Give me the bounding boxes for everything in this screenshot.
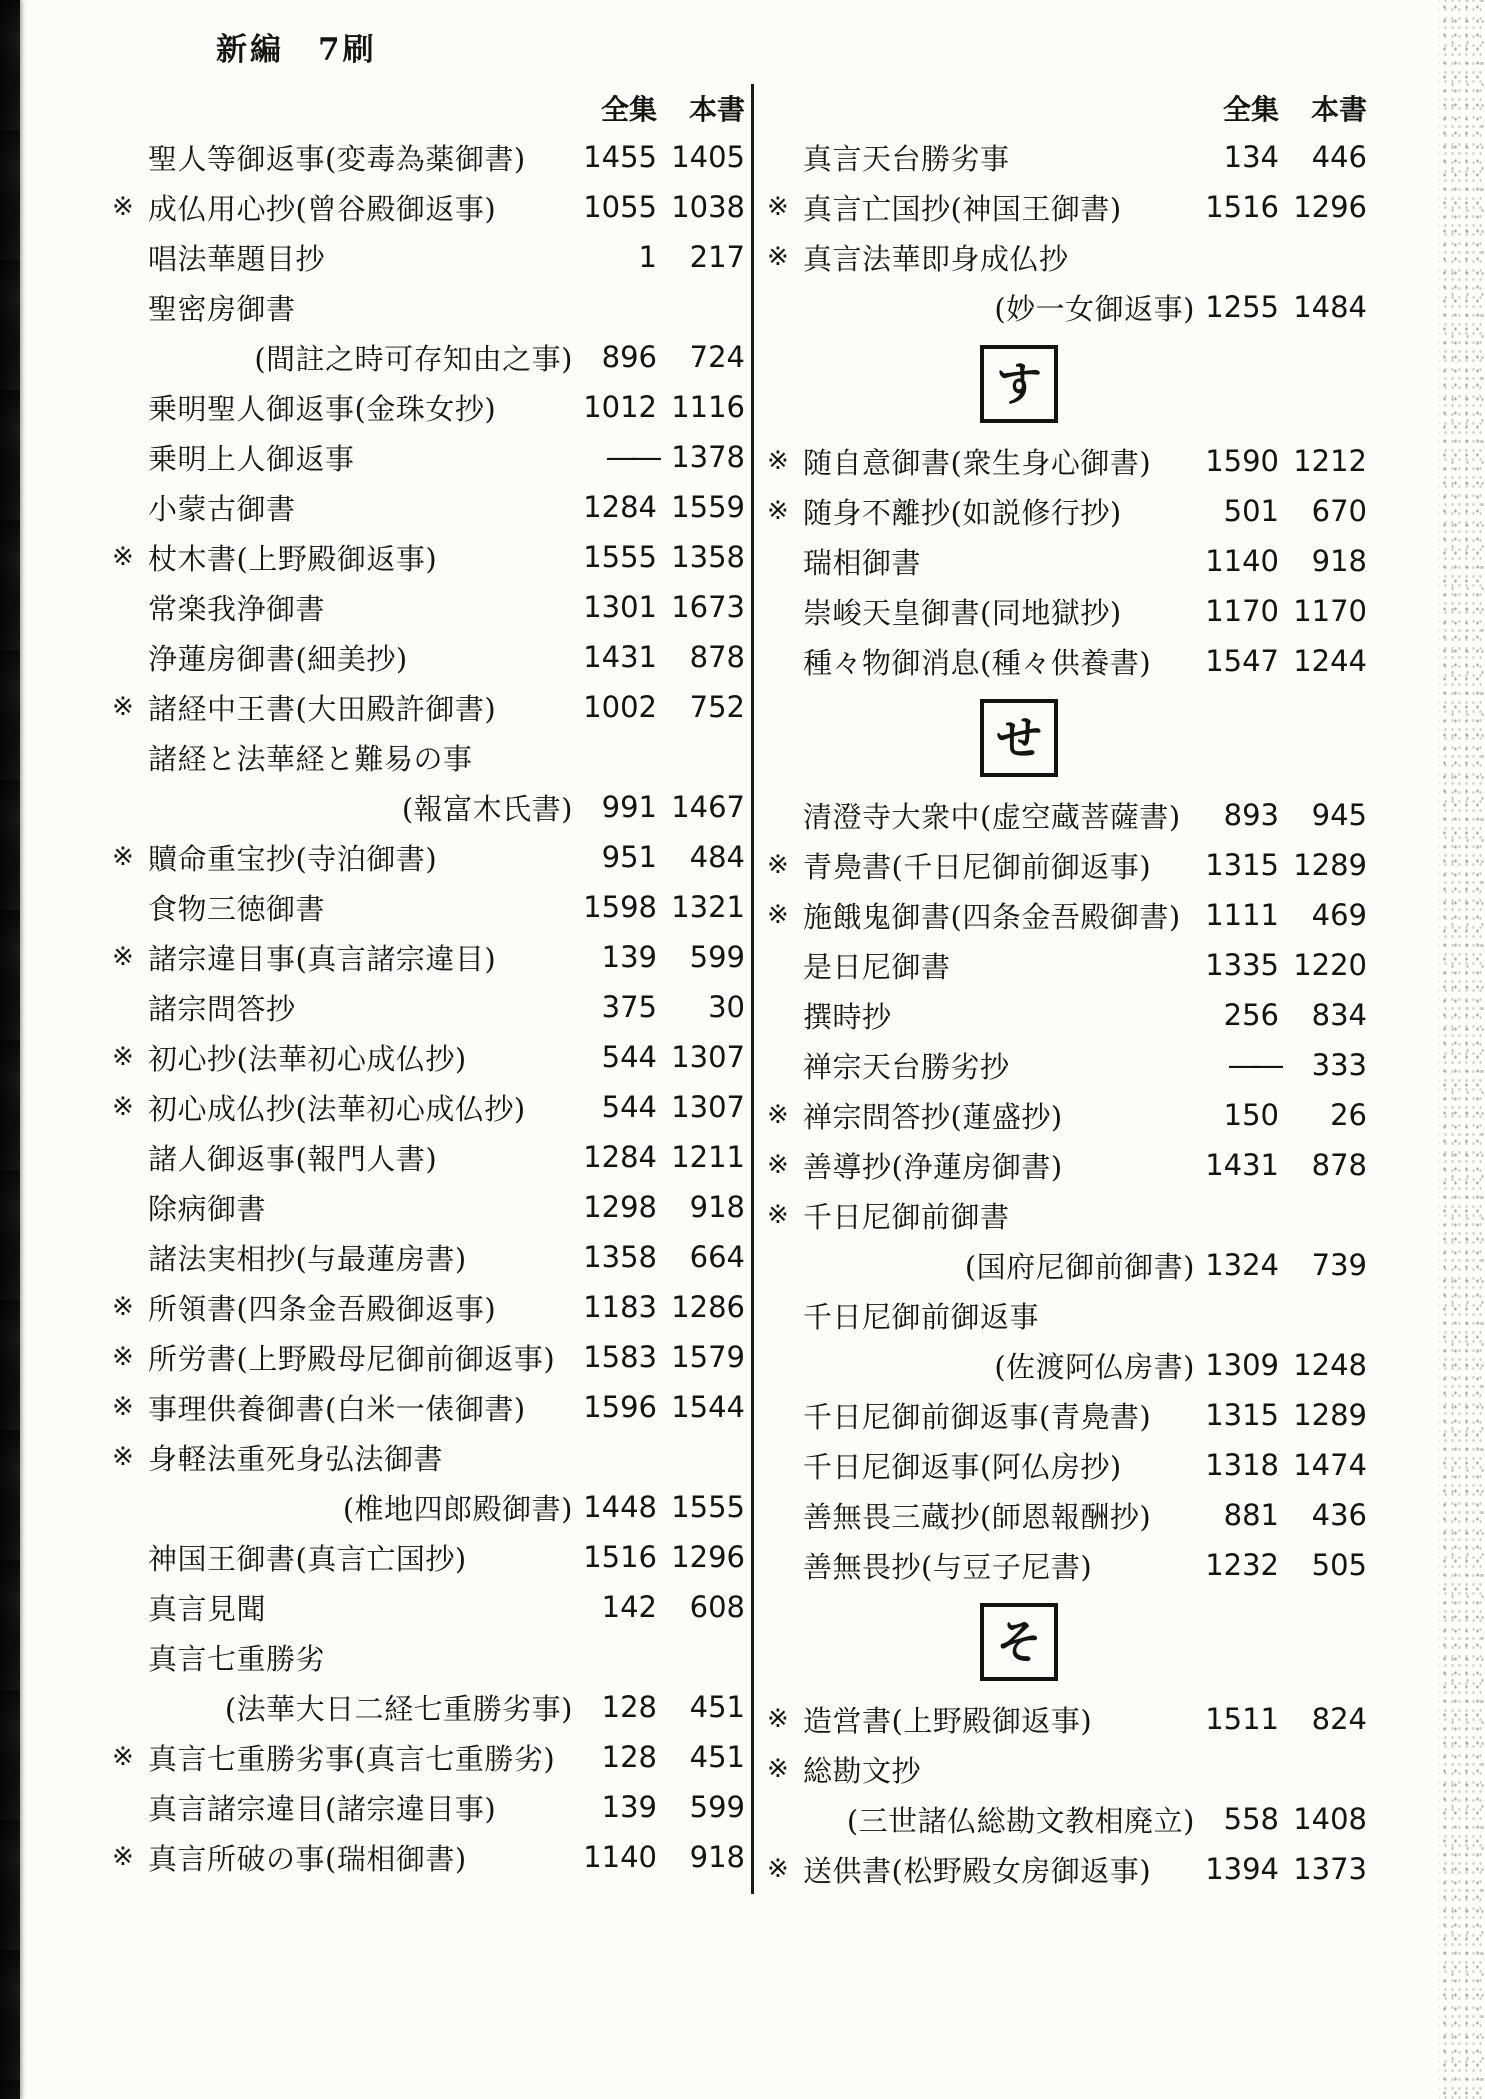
note-mark: ※ bbox=[112, 1442, 134, 1472]
zenshu-page-number: 951 bbox=[601, 840, 657, 874]
left-column-rows bbox=[112, 132, 745, 1882]
zenshu-page-number: 375 bbox=[601, 990, 657, 1024]
index-row bbox=[112, 482, 745, 532]
honsho-page-number: 1307 bbox=[671, 1040, 745, 1074]
entry-title: 青鳧書(千日尼御前御返事) bbox=[803, 849, 1152, 884]
zenshu-page-number: 256 bbox=[1223, 998, 1279, 1032]
honsho-page-number: 217 bbox=[689, 240, 745, 274]
entry-title: 千日尼御前御返事(青鳧書) bbox=[803, 1399, 1152, 1434]
zenshu-page-number: 1511 bbox=[1205, 1702, 1279, 1736]
index-row bbox=[112, 232, 745, 282]
zenshu-page-number: 1012 bbox=[583, 390, 657, 424]
zenshu-page-number: 1232 bbox=[1205, 1548, 1279, 1582]
left-column bbox=[112, 84, 745, 1882]
index-row bbox=[112, 682, 745, 732]
honsho-page-number: 1484 bbox=[1293, 290, 1367, 324]
entry-title: 種々物御消息(種々供養書) bbox=[803, 645, 1152, 680]
entry-title: 善無畏三蔵抄(師恩報酬抄) bbox=[803, 1499, 1152, 1534]
index-row bbox=[112, 282, 745, 332]
zenshu-page-number: 1318 bbox=[1205, 1448, 1279, 1482]
entry-title: 造営書(上野殿御返事) bbox=[803, 1703, 1093, 1738]
honsho-page-number: 1289 bbox=[1293, 1398, 1367, 1432]
honsho-page-number: 834 bbox=[1311, 998, 1367, 1032]
zenshu-page-number: ―― bbox=[1229, 1048, 1279, 1082]
honsho-page-number: 1296 bbox=[671, 1540, 745, 1574]
zenshu-page-number: 1431 bbox=[1205, 1148, 1279, 1182]
entry-title: 所領書(四条金吾殿御返事) bbox=[148, 1291, 497, 1326]
index-row bbox=[112, 832, 745, 882]
honsho-page-number: 26 bbox=[1330, 1098, 1367, 1132]
index-row bbox=[767, 990, 1367, 1040]
entry-title: 食物三徳御書 bbox=[148, 891, 326, 926]
entry-title: 千日尼御返事(阿仏房抄) bbox=[803, 1449, 1122, 1484]
zenshu-page-number: 139 bbox=[601, 940, 657, 974]
index-row bbox=[112, 1782, 745, 1832]
index-row bbox=[112, 632, 745, 682]
entry-title: 真言亡国抄(神国王御書) bbox=[803, 191, 1122, 226]
honsho-page-number: 752 bbox=[689, 690, 745, 724]
entry-title: 真言所破の事(瑞相御書) bbox=[148, 1841, 467, 1876]
note-mark: ※ bbox=[112, 1742, 134, 1772]
index-row bbox=[112, 532, 745, 582]
entry-title: 事理供養御書(白米一俵御書) bbox=[148, 1391, 526, 1426]
honsho-page-number: 664 bbox=[689, 1240, 745, 1274]
honsho-page-number: 484 bbox=[689, 840, 745, 874]
entry-subtitle: (佐渡阿仏房書) bbox=[994, 1349, 1195, 1384]
zenshu-page-number: 1111 bbox=[1205, 898, 1279, 932]
note-mark: ※ bbox=[767, 1854, 789, 1884]
honsho-page-number: 505 bbox=[1311, 1548, 1367, 1582]
entry-title: 善無畏抄(与豆子尼書) bbox=[803, 1549, 1093, 1584]
honsho-column-header: 本書 bbox=[688, 93, 745, 126]
entry-title: 神国王御書(真言亡国抄) bbox=[148, 1541, 467, 1576]
honsho-page-number: 1378 bbox=[671, 440, 745, 474]
entry-title: 清澄寺大衆中(虚空蔵菩薩書) bbox=[803, 799, 1181, 834]
zenshu-page-number: 1298 bbox=[583, 1190, 657, 1224]
entry-title: 瑞相御書 bbox=[803, 545, 922, 580]
zenshu-page-number: 1547 bbox=[1205, 644, 1279, 678]
honsho-page-number: 1467 bbox=[671, 790, 745, 824]
honsho-column-header: 本書 bbox=[1310, 93, 1367, 126]
note-mark: ※ bbox=[112, 1292, 134, 1322]
column-header-row bbox=[767, 84, 1367, 132]
entry-title: 千日尼御前御返事 bbox=[803, 1299, 1040, 1334]
entry-title: 送供書(松野殿女房御返事) bbox=[803, 1853, 1152, 1888]
honsho-page-number: 469 bbox=[1311, 898, 1367, 932]
index-row bbox=[767, 132, 1367, 182]
entry-subtitle: (間註之時可存知由之事) bbox=[254, 341, 573, 376]
note-mark: ※ bbox=[112, 842, 134, 872]
section-divider-row bbox=[767, 1590, 1367, 1694]
note-mark: ※ bbox=[112, 942, 134, 972]
entry-subtitle: (国府尼御前御書) bbox=[964, 1249, 1195, 1284]
note-mark: ※ bbox=[767, 446, 789, 476]
honsho-page-number: 1405 bbox=[671, 140, 745, 174]
note-mark: ※ bbox=[112, 192, 134, 222]
section-kana-box: そ bbox=[980, 1603, 1058, 1681]
index-row bbox=[112, 182, 745, 232]
index-row bbox=[112, 1282, 745, 1332]
index-row bbox=[767, 1340, 1367, 1390]
entry-title: 随自意御書(衆生身心御書) bbox=[803, 445, 1152, 480]
entry-title: 聖密房御書 bbox=[148, 291, 296, 326]
entry-title: 施餓鬼御書(四条金吾殿御書) bbox=[803, 899, 1181, 934]
entry-subtitle: (報富木氏書) bbox=[401, 791, 573, 826]
index-row bbox=[112, 932, 745, 982]
zenshu-page-number: ―― bbox=[607, 440, 657, 474]
honsho-page-number: 446 bbox=[1311, 140, 1367, 174]
zenshu-page-number: 139 bbox=[601, 1790, 657, 1824]
entry-title: 禅宗問答抄(蓮盛抄) bbox=[803, 1099, 1063, 1134]
honsho-page-number: 1373 bbox=[1293, 1852, 1367, 1886]
index-row bbox=[767, 486, 1367, 536]
index-row bbox=[767, 890, 1367, 940]
zenshu-page-number: 1002 bbox=[583, 690, 657, 724]
index-row bbox=[112, 1682, 745, 1732]
edition-label: 新編 7刷 bbox=[216, 32, 377, 68]
honsho-page-number: 1555 bbox=[671, 1490, 745, 1524]
note-mark: ※ bbox=[767, 1150, 789, 1180]
zenshu-page-number: 1284 bbox=[583, 490, 657, 524]
section-divider-row bbox=[767, 332, 1367, 436]
zenshu-page-number: 893 bbox=[1223, 798, 1279, 832]
note-mark: ※ bbox=[767, 1100, 789, 1130]
honsho-page-number: 1474 bbox=[1293, 1448, 1367, 1482]
zenshu-page-number: 501 bbox=[1223, 494, 1279, 528]
index-row bbox=[767, 1440, 1367, 1490]
index-row bbox=[767, 536, 1367, 586]
note-mark: ※ bbox=[112, 1842, 134, 1872]
entry-title: 除病御書 bbox=[148, 1191, 267, 1226]
index-row bbox=[112, 1332, 745, 1382]
zenshu-page-number: 1590 bbox=[1205, 444, 1279, 478]
entry-title: 聖人等御返事(変毒為薬御書) bbox=[148, 141, 526, 176]
index-row bbox=[112, 1482, 745, 1532]
zenshu-page-number: 1335 bbox=[1205, 948, 1279, 982]
entry-subtitle: (椎地四郎殿御書) bbox=[342, 1491, 573, 1526]
zenshu-page-number: 1358 bbox=[583, 1240, 657, 1274]
entry-title: 諸人御返事(報門人書) bbox=[148, 1141, 438, 1176]
honsho-page-number: 1321 bbox=[671, 890, 745, 924]
note-mark: ※ bbox=[112, 1392, 134, 1422]
entry-subtitle: (法華大日二経七重勝劣事) bbox=[224, 1691, 573, 1726]
index-row bbox=[767, 1140, 1367, 1190]
entry-title: 諸宗問答抄 bbox=[148, 991, 296, 1026]
scan-noise-edge bbox=[1439, 0, 1485, 2099]
zenshu-page-number: 1555 bbox=[583, 540, 657, 574]
honsho-page-number: 878 bbox=[1311, 1148, 1367, 1182]
index-row bbox=[112, 1232, 745, 1282]
entry-title: 所労書(上野殿母尼御前御返事) bbox=[148, 1341, 556, 1376]
index-row bbox=[112, 1832, 745, 1882]
index-row bbox=[767, 1540, 1367, 1590]
entry-title: 常楽我浄御書 bbox=[148, 591, 326, 626]
zenshu-page-number: 142 bbox=[601, 1590, 657, 1624]
honsho-page-number: 1244 bbox=[1293, 644, 1367, 678]
entry-title: 真言天台勝劣事 bbox=[803, 141, 1010, 176]
honsho-page-number: 599 bbox=[689, 1790, 745, 1824]
index-row bbox=[112, 1082, 745, 1132]
note-mark: ※ bbox=[767, 242, 789, 272]
entry-title: 善導抄(浄蓮房御書) bbox=[803, 1149, 1063, 1184]
entry-title: 浄蓮房御書(細美抄) bbox=[148, 641, 408, 676]
note-mark: ※ bbox=[112, 1092, 134, 1122]
zenshu-page-number: 1140 bbox=[1205, 544, 1279, 578]
index-row bbox=[767, 1390, 1367, 1440]
entry-title: 総勘文抄 bbox=[803, 1753, 922, 1788]
index-row bbox=[767, 1040, 1367, 1090]
index-row bbox=[112, 1182, 745, 1232]
zenshu-page-number: 1284 bbox=[583, 1140, 657, 1174]
index-row bbox=[767, 636, 1367, 686]
entry-title: 諸宗違目事(真言諸宗違目) bbox=[148, 941, 497, 976]
honsho-page-number: 670 bbox=[1311, 494, 1367, 528]
honsho-page-number: 599 bbox=[689, 940, 745, 974]
zenshu-page-number: 1516 bbox=[1205, 190, 1279, 224]
index-row bbox=[112, 582, 745, 632]
entry-title: 諸法実相抄(与最蓮房書) bbox=[148, 1241, 467, 1276]
honsho-page-number: 1544 bbox=[671, 1390, 745, 1424]
honsho-page-number: 1038 bbox=[671, 190, 745, 224]
index-row bbox=[767, 1744, 1367, 1794]
entry-title: 贖命重宝抄(寺泊御書) bbox=[148, 841, 438, 876]
honsho-page-number: 1559 bbox=[671, 490, 745, 524]
zenshu-page-number: 1140 bbox=[583, 1840, 657, 1874]
entry-subtitle: (妙一女御返事) bbox=[994, 291, 1195, 326]
zenshu-page-number: 1516 bbox=[583, 1540, 657, 1574]
zenshu-page-number: 1448 bbox=[583, 1490, 657, 1524]
zenshu-page-number: 1255 bbox=[1205, 290, 1279, 324]
index-row bbox=[112, 882, 745, 932]
index-row bbox=[112, 1732, 745, 1782]
entry-title: 随身不離抄(如説修行抄) bbox=[803, 495, 1122, 530]
zenshu-page-number: 1 bbox=[638, 240, 657, 274]
section-kana-box: す bbox=[980, 345, 1058, 423]
index-row bbox=[112, 982, 745, 1032]
honsho-page-number: 1170 bbox=[1293, 594, 1367, 628]
index-row bbox=[112, 382, 745, 432]
zenshu-page-number: 128 bbox=[601, 1740, 657, 1774]
entry-title: 崇峻天皇御書(同地獄抄) bbox=[803, 595, 1122, 630]
index-row bbox=[767, 1090, 1367, 1140]
zenshu-page-number: 1598 bbox=[583, 890, 657, 924]
note-mark: ※ bbox=[767, 1754, 789, 1784]
zenshu-page-number: 544 bbox=[601, 1090, 657, 1124]
entry-subtitle: (三世諸仏総勘文教相廃立) bbox=[846, 1803, 1195, 1838]
honsho-page-number: 1289 bbox=[1293, 848, 1367, 882]
index-row bbox=[767, 232, 1367, 282]
honsho-page-number: 739 bbox=[1311, 1248, 1367, 1282]
zenshu-page-number: 544 bbox=[601, 1040, 657, 1074]
honsho-page-number: 724 bbox=[689, 340, 745, 374]
note-mark: ※ bbox=[112, 1042, 134, 1072]
entry-title: 真言法華即身成仏抄 bbox=[803, 241, 1069, 276]
entry-title: 是日尼御書 bbox=[803, 949, 951, 984]
honsho-page-number: 1579 bbox=[671, 1340, 745, 1374]
entry-title: 諸経中王書(大田殿許御書) bbox=[148, 691, 497, 726]
zenshu-page-number: 1431 bbox=[583, 640, 657, 674]
index-row bbox=[767, 1844, 1367, 1894]
zenshu-page-number: 128 bbox=[601, 1690, 657, 1724]
honsho-page-number: 918 bbox=[689, 1840, 745, 1874]
honsho-page-number: 1220 bbox=[1293, 948, 1367, 982]
index-row bbox=[767, 1240, 1367, 1290]
zenshu-page-number: 896 bbox=[601, 340, 657, 374]
entry-title: 撰時抄 bbox=[803, 999, 892, 1034]
zenshu-page-number: 1183 bbox=[583, 1290, 657, 1324]
index-row bbox=[112, 1032, 745, 1082]
index-row bbox=[112, 1582, 745, 1632]
entry-title: 禅宗天台勝劣抄 bbox=[803, 1049, 1010, 1084]
honsho-page-number: 918 bbox=[1311, 544, 1367, 578]
entry-title: 千日尼御前御書 bbox=[803, 1199, 1010, 1234]
note-mark: ※ bbox=[767, 496, 789, 526]
entry-title: 初心抄(法華初心成仏抄) bbox=[148, 1041, 467, 1076]
honsho-page-number: 436 bbox=[1311, 1498, 1367, 1532]
note-mark: ※ bbox=[112, 542, 134, 572]
section-divider-row bbox=[767, 686, 1367, 790]
index-row bbox=[767, 586, 1367, 636]
index-row bbox=[767, 1694, 1367, 1744]
entry-title: 杖木書(上野殿御返事) bbox=[148, 541, 438, 576]
honsho-page-number: 945 bbox=[1311, 798, 1367, 832]
zenshu-page-number: 881 bbox=[1223, 1498, 1279, 1532]
index-row bbox=[112, 732, 745, 782]
zenshu-page-number: 1394 bbox=[1205, 1852, 1279, 1886]
honsho-page-number: 451 bbox=[689, 1740, 745, 1774]
honsho-page-number: 1296 bbox=[1293, 190, 1367, 224]
honsho-page-number: 1212 bbox=[1293, 444, 1367, 478]
honsho-page-number: 1211 bbox=[671, 1140, 745, 1174]
index-row bbox=[112, 1432, 745, 1482]
column-header-row bbox=[112, 84, 745, 132]
index-row bbox=[112, 1632, 745, 1682]
index-row bbox=[112, 132, 745, 182]
honsho-page-number: 1307 bbox=[671, 1090, 745, 1124]
note-mark: ※ bbox=[767, 192, 789, 222]
entry-title: 真言七重勝劣 bbox=[148, 1641, 326, 1676]
note-mark: ※ bbox=[112, 692, 134, 722]
section-kana-box: せ bbox=[980, 699, 1058, 777]
index-row bbox=[767, 1794, 1367, 1844]
entry-title: 諸経と法華経と難易の事 bbox=[148, 741, 473, 776]
entry-title: 成仏用心抄(曾谷殿御返事) bbox=[148, 191, 497, 226]
zenshu-column-header: 全集 bbox=[1222, 93, 1279, 126]
honsho-page-number: 1358 bbox=[671, 540, 745, 574]
zenshu-page-number: 1596 bbox=[583, 1390, 657, 1424]
zenshu-page-number: 1055 bbox=[583, 190, 657, 224]
entry-title: 乗明上人御返事 bbox=[148, 441, 355, 476]
index-row bbox=[112, 782, 745, 832]
index-row bbox=[112, 1382, 745, 1432]
index-row bbox=[767, 436, 1367, 486]
entry-title: 乗明聖人御返事(金珠女抄) bbox=[148, 391, 497, 426]
right-column bbox=[751, 84, 1367, 1894]
right-column-rows bbox=[767, 132, 1367, 1894]
zenshu-page-number: 1324 bbox=[1205, 1248, 1279, 1282]
index-row bbox=[112, 1132, 745, 1182]
honsho-page-number: 1408 bbox=[1293, 1802, 1367, 1836]
note-mark: ※ bbox=[767, 1200, 789, 1230]
index-row bbox=[767, 282, 1367, 332]
honsho-page-number: 333 bbox=[1311, 1048, 1367, 1082]
zenshu-page-number: 1315 bbox=[1205, 848, 1279, 882]
zenshu-page-number: 1455 bbox=[583, 140, 657, 174]
honsho-page-number: 608 bbox=[689, 1590, 745, 1624]
entry-title: 小蒙古御書 bbox=[148, 491, 296, 526]
note-mark: ※ bbox=[767, 850, 789, 880]
zenshu-page-number: 1583 bbox=[583, 1340, 657, 1374]
index-row bbox=[767, 790, 1367, 840]
entry-title: 真言見聞 bbox=[148, 1591, 267, 1626]
scan-gutter-edge bbox=[0, 0, 20, 2099]
index-row bbox=[767, 1190, 1367, 1240]
zenshu-page-number: 134 bbox=[1223, 140, 1279, 174]
zenshu-page-number: 991 bbox=[601, 790, 657, 824]
index-row bbox=[112, 1532, 745, 1582]
entry-title: 真言諸宗違目(諸宗違目事) bbox=[148, 1791, 497, 1826]
note-mark: ※ bbox=[112, 1342, 134, 1372]
zenshu-column-header: 全集 bbox=[600, 93, 657, 126]
honsho-page-number: 30 bbox=[708, 990, 745, 1024]
entry-title: 唱法華題目抄 bbox=[148, 241, 326, 276]
note-mark: ※ bbox=[767, 900, 789, 930]
zenshu-page-number: 558 bbox=[1223, 1802, 1279, 1836]
honsho-page-number: 878 bbox=[689, 640, 745, 674]
zenshu-page-number: 150 bbox=[1223, 1098, 1279, 1132]
index-row bbox=[767, 840, 1367, 890]
index-row bbox=[767, 940, 1367, 990]
index-row bbox=[767, 182, 1367, 232]
index-row bbox=[112, 432, 745, 482]
entry-title: 身軽法重死身弘法御書 bbox=[148, 1441, 444, 1476]
zenshu-page-number: 1170 bbox=[1205, 594, 1279, 628]
index-row bbox=[112, 332, 745, 382]
honsho-page-number: 1116 bbox=[671, 390, 745, 424]
index-row bbox=[767, 1490, 1367, 1540]
note-mark: ※ bbox=[767, 1704, 789, 1734]
entry-title: 初心成仏抄(法華初心成仏抄) bbox=[148, 1091, 526, 1126]
honsho-page-number: 1248 bbox=[1293, 1348, 1367, 1382]
zenshu-page-number: 1309 bbox=[1205, 1348, 1279, 1382]
index-row bbox=[767, 1290, 1367, 1340]
entry-title: 真言七重勝劣事(真言七重勝劣) bbox=[148, 1741, 556, 1776]
honsho-page-number: 451 bbox=[689, 1690, 745, 1724]
zenshu-page-number: 1301 bbox=[583, 590, 657, 624]
index-columns bbox=[112, 84, 1367, 1894]
zenshu-page-number: 1315 bbox=[1205, 1398, 1279, 1432]
honsho-page-number: 1286 bbox=[671, 1290, 745, 1324]
honsho-page-number: 1673 bbox=[671, 590, 745, 624]
honsho-page-number: 918 bbox=[689, 1190, 745, 1224]
honsho-page-number: 824 bbox=[1311, 1702, 1367, 1736]
